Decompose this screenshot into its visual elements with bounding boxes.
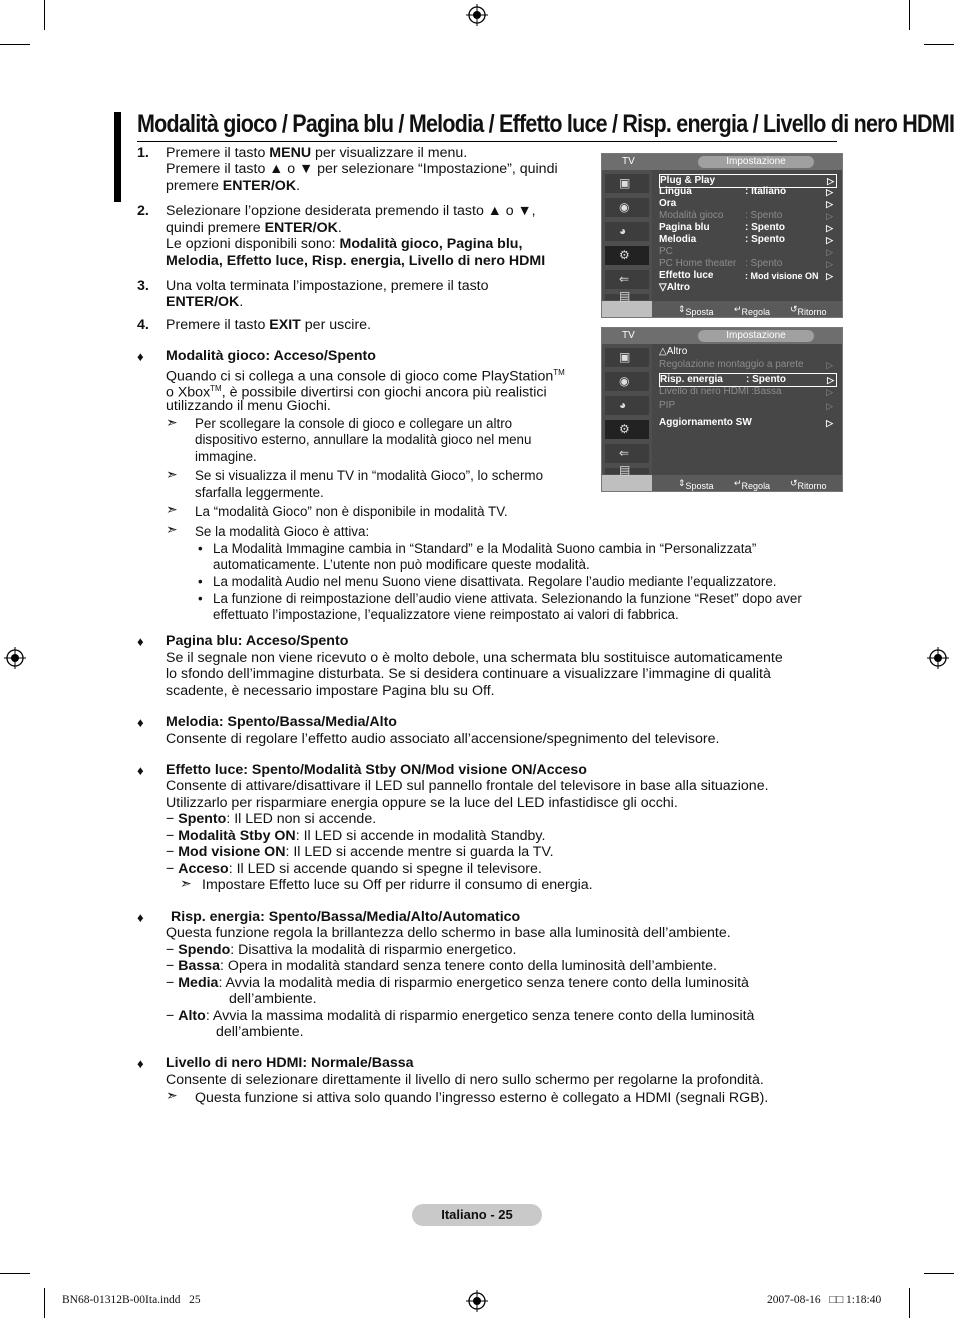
menu-row[interactable]: PC ▷ [659,246,833,257]
footer-file-info: BN68-01312B-00Ita.indd 25 [62,1294,201,1306]
channel-icon[interactable]: ◕ [605,396,649,415]
paragraph-line: Questa funzione regola la brillantezza dello schermo in base alla luminosità dell’ambiente. [166,925,731,941]
bullet-line: La Modalità Immagine cambia in “Standard” e la Modalità Suono cambia in “Personalizzata” [213,541,757,556]
paragraph-line: Se il segnale non viene ricevuto o è molto debole, una schermata blu sostituisce automaticamente [166,650,783,666]
picture-icon[interactable]: ▣ [605,348,649,367]
menu-sidebar [602,170,652,301]
tv-menu-screen-2 [601,327,843,492]
registration-mark-icon [927,647,949,669]
input-icon[interactable]: ⇐ [605,270,649,289]
menu-row[interactable]: Effetto luce : Mod visione ON ▷ [659,270,833,281]
crop-mark [909,1288,910,1318]
paragraph-line: scadente, è necessario impostare Pagina blu su Off. [166,683,495,699]
option-line: − Acceso: Il LED si accende quando si spegne il televisore. [166,861,542,877]
registration-mark-icon [466,4,488,26]
bullet-diamond-icon: ♦ [137,715,144,730]
paragraph-line: Utilizzarlo per risparmiare energia oppure se la luce del LED infastidisce gli occhi. [166,795,678,811]
paragraph-line: o Xbox™, è possibile divertirsi con giochi ancora più realistici [166,384,547,401]
menu-row[interactable]: PC Home theater : Spento ▷ [659,258,833,269]
menu-tv-label: TV [622,156,635,167]
section-heading: Risp. energia: Spento/Bassa/Media/Alto/Automatico [171,909,521,925]
step-1-line-2: Premere il tasto ▲ o ▼ per selezionare “Impostazione”, quindi [166,161,558,177]
bullet-diamond-icon: ♦ [137,634,144,649]
application-icon[interactable]: ▤ [605,468,649,474]
menu-row[interactable]: Pagina blu : Spento ▷ [659,222,833,233]
menu-row[interactable]: Modalità gioco : Spento ▷ [659,210,833,221]
crop-mark [44,1288,45,1318]
bullet-line: La modalità Audio nel menu Suono viene disattivata. Regolare l’audio mediante l’equalizzatore. [213,574,777,589]
setup-gear-icon[interactable]: ⚙ [605,246,649,265]
paragraph-line: utilizzando il menu Giochi. [166,398,331,414]
option-line: − Spento: Il LED non si accende. [166,811,377,827]
note-arrow-icon: ➣ [166,501,178,517]
bullet-line: La funzione di reimpostazione dell’audio viene attivata. Selezionando la funzione “Reset” dopo aver [213,591,802,606]
section-heading: Effetto luce: Spento/Modalità Stby ON/Mod visione ON/Acceso [166,762,587,778]
step-3-line-1: Una volta terminata l’impostazione, premere il tasto [166,278,489,294]
crop-mark [924,1273,954,1274]
registration-mark-icon [4,647,26,669]
crop-mark [44,0,45,30]
menu-row[interactable]: Aggiornamento SW ▷ [659,417,833,428]
bullet-diamond-icon: ♦ [137,763,144,778]
bullet-diamond-icon: ♦ [137,1056,144,1071]
paragraph-line: Consente di regolare l’effetto audio associato all’accensione/spegnimento del televisore. [166,731,720,747]
section-heading: Livello di nero HDMI: Normale/Bassa [166,1055,414,1071]
menu-sidebar [602,344,652,475]
paragraph-line: Consente di attivare/disattivare il LED sul pannello frontale del televisore in base alla situazione. [166,778,769,794]
step-number: 2. [137,203,149,219]
step-1-line-1: Premere il tasto MENU per visualizzare il menu. [166,145,468,161]
bullet-diamond-icon: ♦ [137,349,144,364]
paragraph-line: Quando ci si collega a una console di gioco come PlayStation™ [166,368,565,385]
section-heading: Pagina blu: Acceso/Spento [166,633,349,649]
application-icon[interactable]: ▤ [605,294,649,300]
menu-row[interactable]: Regolazione montaggio a parete ▷ [659,359,833,370]
step-2-line-4: Melodia, Effetto luce, Risp. energia, Livello di nero HDMI [166,253,546,269]
step-4-line-1: Premere il tasto EXIT per uscire. [166,317,372,333]
crop-mark [924,44,954,45]
option-line: dell’ambiente. [229,991,317,1007]
note-line: dispositivo esterno, annullare la modalità gioco nel menu [195,432,532,447]
menu-row[interactable]: Plug & Play ▷ [659,174,837,188]
crop-mark [0,44,30,45]
paragraph-line: Consente di selezionare direttamente il livello di nero sullo schermo per regolarne la profondità. [166,1072,764,1088]
menu-header [602,154,842,170]
sound-icon[interactable]: ◉ [605,198,649,217]
setup-gear-icon[interactable]: ⚙ [605,420,649,439]
input-icon[interactable]: ⇐ [605,444,649,463]
note-line: Per scollegare la console di gioco e collegare un altro [195,416,513,431]
option-line: − Media: Avvia la modalità media di risparmio energetico senza tenere conto della luminosità [166,975,749,991]
menu-tab-impostazione[interactable]: Impostazione [698,156,814,168]
bullet-dot: • [198,591,203,606]
option-line: dell’ambiente. [216,1024,304,1040]
note-line: Se si visualizza il menu TV in “modalità Gioco”, lo schermo [195,468,544,483]
menu-row[interactable]: ▽Altro [659,282,691,293]
note-line: Se la modalità Gioco è attiva: [195,524,370,539]
title-divider [137,141,837,142]
menu-row[interactable]: PIP ▷ [659,400,833,411]
title-bar-gap [121,112,127,202]
registration-mark-icon [466,1290,488,1312]
option-line: − Bassa: Opera in modalità standard senza tenere conto della luminosità dell’ambiente. [166,958,717,974]
step-2-line-1: Selezionare l’opzione desiderata premendo il tasto ▲ o ▼, [166,203,536,219]
bullet-dot: • [198,574,203,589]
note-arrow-icon: ➣ [166,1087,178,1103]
page-number-badge: Italiano - 25 [412,1204,542,1226]
option-line: − Modalità Stby ON: Il LED si accende in modalità Standby. [166,828,546,844]
menu-body [652,344,842,475]
tv-menu-screen-1 [601,153,843,318]
step-3-line-2: ENTER/OK. [166,294,244,310]
step-number: 4. [137,317,149,333]
note-line: immagine. [195,449,257,464]
step-number: 1. [137,145,149,161]
menu-row[interactable]: Risp. energia : Spento ▷ [659,373,837,387]
paragraph-line: lo sfondo dell’immagine disturbata. Se si desidera continuare a visualizzare l’immagine di qualità [166,666,771,682]
step-number: 3. [137,278,149,294]
note-line: Impostare Effetto luce su Off per ridurre il consumo di energia. [202,877,593,893]
note-arrow-icon: ➣ [166,414,178,430]
menu-tv-label: TV [622,330,635,341]
section-heading: Melodia: Spento/Bassa/Media/Alto [166,714,397,730]
step-2-line-2: quindi premere ENTER/OK. [166,220,342,236]
option-line: − Mod visione ON: Il LED si accende mentre si guarda la TV. [166,844,554,860]
channel-icon[interactable]: ◕ [605,222,649,241]
sound-icon[interactable]: ◉ [605,372,649,391]
menu-footer: ⇕ Sposta ↵ Regola ↺ Ritorno [652,475,842,491]
footer-date-info: 2007-08-16 □□ 1:18:40 [767,1294,882,1306]
note-arrow-icon: ➣ [180,875,192,891]
crop-mark [909,0,910,30]
step-2-line-3: Le opzioni disponibili sono: Modalità gioco, Pagina blu, [166,236,523,252]
note-line: Questa funzione si attiva solo quando l’ingresso esterno è collegato a HDMI (segnali RGB). [195,1090,769,1106]
option-line: − Spendo: Disattiva la modalità di risparmio energetico. [166,942,517,958]
menu-footer: ⇕ Sposta ↵ Regola ↺ Ritorno [652,301,842,317]
note-arrow-icon: ➣ [166,521,178,537]
bullet-dot: • [198,541,203,556]
menu-row[interactable]: △Altro [659,346,688,357]
note-line: sfarfalla leggermente. [195,485,324,500]
note-line: La “modalità Gioco” non è disponibile in modalità TV. [195,504,508,519]
menu-header [602,328,842,344]
bullet-line: automaticamente. L’utente non può modificare queste modalità. [213,557,590,572]
picture-icon[interactable]: ▣ [605,174,649,193]
crop-mark [0,1273,30,1274]
option-line: − Alto: Avvia la massima modalità di risparmio energetico senza tenere conto della luminosità [166,1008,755,1024]
menu-row[interactable]: Melodia : Spento ▷ [659,234,833,245]
section-heading: Modalità gioco: Acceso/Spento [166,348,376,364]
menu-row[interactable]: Lingua : Italiano ▷ [659,186,833,197]
menu-row[interactable]: Ora ▷ [659,198,833,209]
menu-tab-impostazione[interactable]: Impostazione [698,330,814,342]
menu-row[interactable]: Livello di nero HDMI :Bassa ▷ [659,386,833,397]
bullet-diamond-icon: ♦ [137,910,144,925]
step-1-line-3: premere ENTER/OK. [166,178,301,194]
page-title: Modalità gioco / Pagina blu / Melodia / Effetto luce / Risp. energia / Livello di nero HDMI [137,110,954,138]
menu-body [652,170,842,301]
note-arrow-icon: ➣ [166,466,178,482]
bullet-line: effettuato l’impostazione, l’equalizzatore viene reimpostato ai valori di fabbrica. [213,607,679,622]
